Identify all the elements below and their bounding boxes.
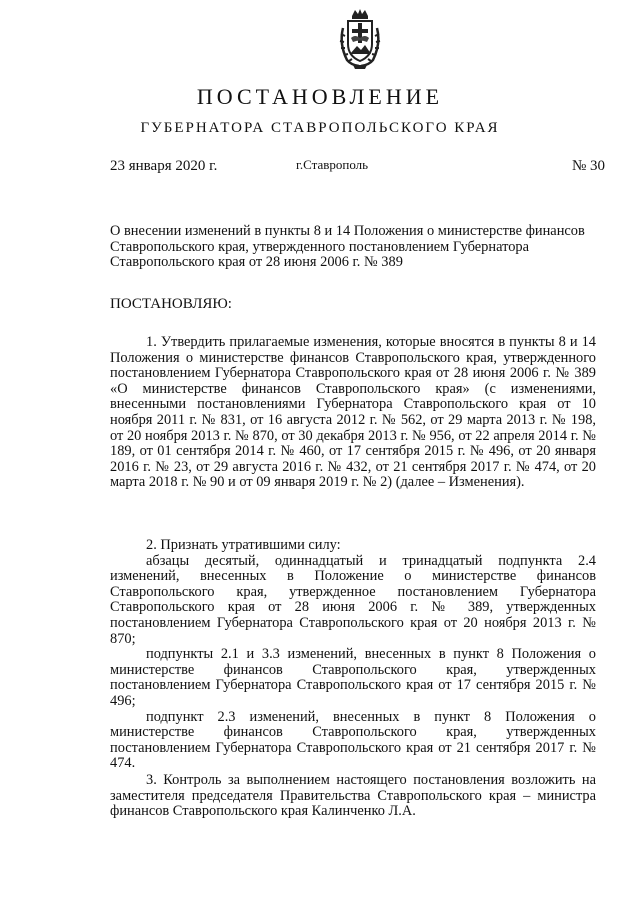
paragraph-2-subitem-b: подпункты 2.1 и 3.3 изменений, внесенных в пункт 8 Положения о министерстве финансов Ставропольского края, утвержденных постановлением Губернатора Ставропольского края от 17 сентября 2015 г. № 496;: [110, 646, 596, 709]
document-title: ПОСТАНОВЛЕНИЕ: [196, 84, 444, 109]
paragraph-3-text: 3. Контроль за выполнением настоящего постановления возложить на заместителя председателя Правительства Ставропольского края – министра финансов Ставропольского края Калинченко Л.А.: [110, 772, 596, 820]
coat-of-arms-icon: [337, 8, 383, 70]
document-city: г.Ставрополь: [296, 157, 369, 172]
paragraph-1: [110, 335, 596, 491]
paragraph-2-subitem-c: подпункт 2.3 изменений, внесенных в пункт 8 Положения о министерстве финансов Ставропольского края, утвержденных постановлением Губернатора Ставропольского края от 21 сентября 2017 г. № 474.: [110, 708, 596, 772]
document-date: 23 января 2020 г.: [110, 158, 218, 174]
paragraph-2-subitem-a: абзацы десятый, одиннадцатый и тринадцатый подпункта 2.4 изменений, внесенных в Положение о министерстве финансов Ставропольского края, утвержденное постановлением Губернатора Ставропольского края от 28 июня 2006 г. № 389, утвержденных постановлением Губернатора Ставропольского края от 20 ноября 2013 г. № 870;: [110, 552, 596, 647]
paragraph-2-intro: 2. Признать утратившими силу:: [146, 537, 341, 553]
document-number: № 30: [572, 158, 606, 174]
document-subtitle: ГУБЕРНАТОРА СТАВРОПОЛЬСКОГО КРАЯ: [140, 120, 500, 136]
paragraph-1-text: 1. Утвердить прилагаемые изменения, которые вносятся в пункты 8 и 14 Положения о министерстве финансов Ставропольского края, утвержденного постановлением Губернатора Ставропольского края от 28 июня 2006 г. № 389 «О министерстве финансов Ставропольского края» (с изменениями, внесенными постановлениями Губернатора Ставропольского края от 10 ноября 2011 г. № 831, от 16 августа 2012 г. № 562, от 29 марта 2013 г. № 198, от 20 ноября 2013 г. № 870, от 30 декабря 2013 г. № 956, от 22 апреля 2014 г. № 189, от 01 сентября 2014 г. № 460, от 17 сентября 2015 г. № 496, от 20 января 2016 г. № 23, от 29 августа 2016 г. № 432, от 21 сентября 2017 г. № 474, от 20 марта 2018 г. № 90 и от 09 января 2019 г. № 2) (далее – Изменения).: [110, 334, 596, 491]
decree-word: ПОСТАНОВЛЯЮ:: [110, 296, 232, 312]
paragraph-2: [110, 538, 596, 772]
paragraph-3: [110, 773, 596, 820]
document-subject: О внесении изменений в пункты 8 и 14 Положения о министерстве финансов Ставропольского края, утвержденного постановлением Губернатора Ставропольского края от 28 июня 2006 г. № 389: [110, 223, 585, 271]
